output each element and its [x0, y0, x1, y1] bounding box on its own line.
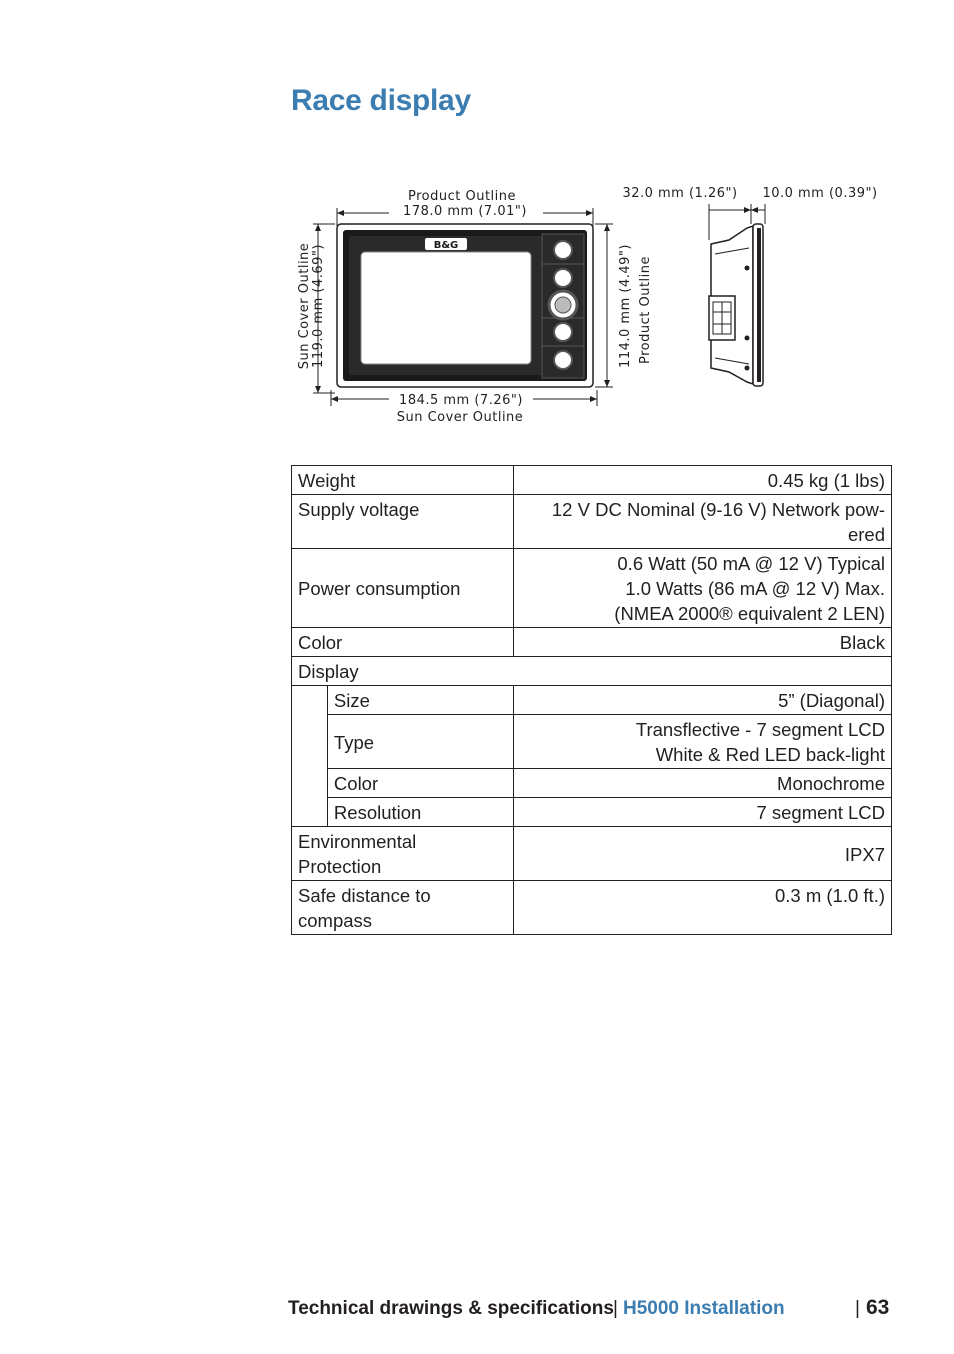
spec-label-size: Size [327, 686, 513, 715]
page-number: 63 [866, 1296, 890, 1319]
table-row [292, 798, 892, 827]
table-row [292, 657, 892, 686]
table-row [292, 495, 892, 549]
spec-value-color: Black [513, 628, 891, 657]
bottom-dimension-label-2: Sun Cover Outline [396, 410, 524, 425]
indent-cell [292, 686, 328, 827]
top-dimension-label-1: Product Outline [407, 189, 517, 204]
spec-label-power: Power consumption [292, 549, 514, 628]
page-title: Race display [291, 84, 471, 117]
bottom-dimension-label-1: 184.5 mm (7.26") [399, 393, 523, 408]
table-row [292, 686, 892, 715]
spec-label-type: Type [327, 715, 513, 769]
spec-label-resolution: Resolution [327, 798, 513, 827]
table-row [292, 628, 892, 657]
footer-section-title: Technical drawings & specifications [288, 1298, 614, 1319]
spec-value-compass: 0.3 m (1.0 ft.) [513, 881, 891, 935]
spec-label-weight: Weight [292, 466, 514, 495]
key-4-icon [554, 351, 572, 369]
specifications-table [291, 465, 892, 935]
spec-label-display-color: Color [327, 769, 513, 798]
brand-logo: B&G [433, 240, 459, 251]
spec-label-supply-voltage: Supply voltage [292, 495, 514, 549]
spec-value-type: Transflective - 7 segment LCD White & Red LED back-light [513, 715, 891, 769]
spec-value-size: 5” (Diagonal) [513, 686, 891, 715]
spec-value-power: 0.6 Watt (50 mA @ 12 V) Typical 1.0 Watts (86 mA @ 12 V) Max. (NMEA 2000® equivalent 2 LEN) [513, 549, 891, 628]
spec-value-weight: 0.45 kg (1 lbs) [513, 466, 891, 495]
spec-label-environmental: Environmental Protection [292, 827, 514, 881]
table-row [292, 466, 892, 495]
table-row [292, 715, 892, 769]
key-2-icon [554, 269, 572, 287]
spec-value-resolution: 7 segment LCD [513, 798, 891, 827]
footer-product-name: H5000 Installation [623, 1298, 785, 1319]
table-row [292, 881, 892, 935]
footer-page-separator: | [855, 1298, 860, 1319]
key-1-icon [554, 241, 572, 259]
left-dimension-label-2: 119.0 mm (4.69") [311, 244, 326, 368]
right-dimension-label-2: Product Outline [638, 255, 653, 365]
table-row [292, 827, 892, 881]
left-dimension-label-1: Sun Cover Outline [297, 242, 312, 370]
table-row [292, 549, 892, 628]
spec-label-compass: Safe distance to compass [292, 881, 514, 935]
spec-value-display-color: Monochrome [513, 769, 891, 798]
technical-drawing [285, 178, 895, 433]
top-dimension-label-2: 178.0 mm (7.01") [403, 204, 527, 219]
spec-label-display: Display [292, 657, 892, 686]
footer-separator: | [613, 1298, 618, 1319]
spec-value-supply-voltage: 12 V DC Nominal (9-16 V) Network pow- ered [513, 495, 891, 549]
side-dimension-label-1: 32.0 mm (1.26") [622, 186, 738, 201]
right-dimension-label-1: 114.0 mm (4.49") [618, 244, 633, 368]
table-row [292, 769, 892, 798]
side-view [709, 224, 763, 386]
side-dimension-label-2: 10.0 mm (0.39") [762, 186, 878, 201]
spec-value-environmental: IPX7 [513, 827, 891, 881]
key-3-icon [554, 323, 572, 341]
spec-label-color: Color [292, 628, 514, 657]
